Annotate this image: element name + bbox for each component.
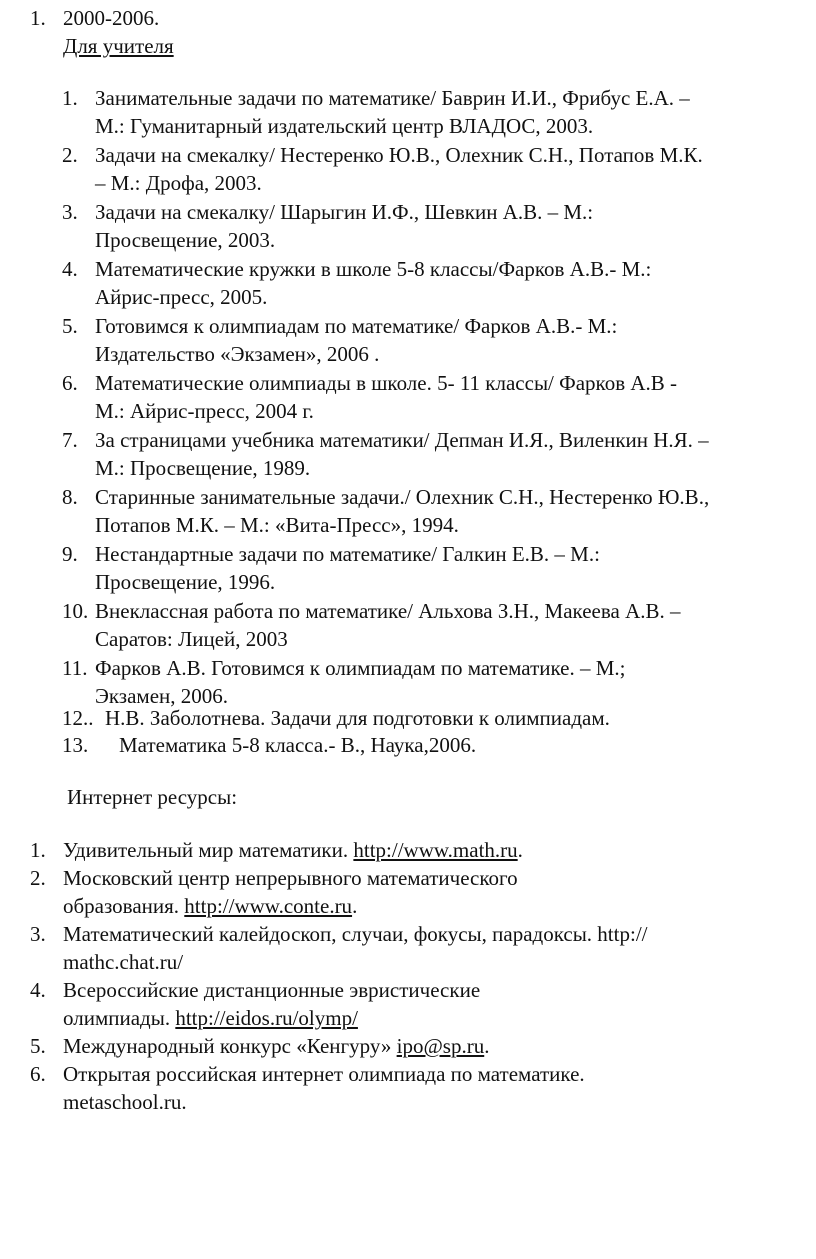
list-item-line: М.: Гуманитарный издательский центр ВЛАДОС, 2003. — [95, 114, 594, 138]
list-item-line — [30, 864, 800, 892]
list-item-line: Фарков А.В. Готовимся к олимпиадам по математике. – М.; — [95, 656, 626, 680]
list-item-line: Математика 5-8 класса.- В., Наука,2006. — [119, 733, 477, 757]
list-number: 8. — [62, 485, 78, 509]
list-number: 2. — [30, 866, 46, 890]
list-item-line: Айрис-пресс, 2005. — [95, 285, 268, 309]
list-item-line: Занимательные задачи по математике/ Баврин И.И., Фрибус Е.А. – — [95, 86, 690, 110]
list-item-line: За страницами учебника математики/ Депман И.Я., Виленкин Н.Я. – — [95, 428, 709, 452]
list-item-line: Саратов: Лицей, 2003 — [95, 627, 288, 651]
list-item-line: Издательство «Экзамен», 2006 . — [95, 342, 380, 366]
resource-link[interactable]: http://www.math.ru — [353, 838, 518, 862]
list-item — [30, 1032, 800, 1060]
year-range-text: 2000-2006. — [63, 6, 160, 30]
list-number: 1. — [30, 6, 46, 30]
list-item-line: М.: Айрис-пресс, 2004 г. — [95, 399, 314, 423]
list-number: 10. — [62, 599, 89, 623]
list-item-line: metaschool.ru. — [63, 1090, 187, 1114]
list-item-line — [30, 976, 800, 1004]
list-item-line: – М.: Дрофа, 2003. — [95, 171, 262, 195]
list-item-line: Задачи на смекалку/ Шарыгин И.Ф., Шевкин А.В. – М.: — [95, 200, 594, 224]
list-item — [62, 731, 812, 759]
list-item-line: Задачи на смекалку/ Нестеренко Ю.В., Олехник С.Н., Потапов М.К. — [95, 143, 703, 167]
list-item-line: Математические олимпиады в школе. 5- 11 классы/ Фарков А.В - — [95, 371, 678, 395]
list-item — [62, 654, 812, 710]
resource-link[interactable]: http://www.conte.ru — [184, 894, 353, 918]
resource-text: олимпиады. — [63, 1006, 176, 1030]
list-number: 13. — [62, 733, 89, 757]
list-number: 11. — [62, 656, 88, 680]
list-number: 5. — [62, 314, 78, 338]
resource-text: Международный конкурс «Кенгуру» — [63, 1034, 397, 1058]
list-item — [62, 141, 812, 197]
list-item-line — [30, 1032, 800, 1060]
list-number: 12.. — [62, 706, 94, 730]
list-item-line: Математический калейдоскоп, случаи, фокусы, парадоксы. http:// — [63, 922, 648, 946]
list-item — [62, 369, 812, 425]
list-item-line: mathc.chat.ru/ — [63, 950, 184, 974]
list-number: 4. — [62, 257, 78, 281]
list-item — [62, 704, 812, 732]
list-item — [62, 198, 812, 254]
list-item-line: М.: Просвещение, 1989. — [95, 456, 311, 480]
list-item — [62, 255, 812, 311]
resource-punctuation: . — [484, 1034, 490, 1058]
list-item-line — [30, 892, 800, 920]
list-item-line: Готовимся к олимпиадам по математике/ Фарков А.В.- М.: — [95, 314, 618, 338]
list-item-line: Потапов М.К. – М.: «Вита-Пресс», 1994. — [95, 513, 459, 537]
resource-punctuation: . — [352, 894, 358, 918]
list-number: 9. — [62, 542, 78, 566]
list-number: 1. — [30, 838, 46, 862]
list-number: 7. — [62, 428, 78, 452]
list-item-line — [30, 836, 800, 864]
list-item — [30, 836, 800, 864]
list-item-line: Старинные занимательные задачи./ Олехник С.Н., Нестеренко Ю.В., — [95, 485, 710, 509]
list-number: 4. — [30, 978, 46, 1002]
list-number: 3. — [62, 200, 78, 224]
list-item — [62, 483, 812, 539]
list-item — [62, 312, 812, 368]
list-item — [30, 976, 800, 1032]
resource-text: образования. — [63, 894, 185, 918]
list-number: 3. — [30, 922, 46, 946]
list-item-line: Н.В. Заболотнева. Задачи для подготовки к олимпиадам. — [105, 706, 610, 730]
list-item-line: Нестандартные задачи по математике/ Галкин Е.В. – М.: — [95, 542, 600, 566]
list-item-line: Экзамен, 2006. — [95, 684, 229, 708]
list-item-line: Внеклассная работа по математике/ Альхова З.Н., Макеева А.В. – — [95, 599, 681, 623]
resource-email-link[interactable]: ipo@sp.ru — [396, 1034, 485, 1058]
internet-resources-heading: Интернет ресурсы: — [67, 785, 238, 809]
list-number: 1. — [62, 86, 78, 110]
list-item-line: Математические кружки в школе 5-8 классы/Фарков А.В.- М.: — [95, 257, 652, 281]
resource-text: Удивительный мир математики. — [63, 838, 354, 862]
list-number: 6. — [30, 1062, 46, 1086]
list-item — [62, 84, 812, 140]
resource-text: Всероссийские дистанционные эвристические — [63, 978, 481, 1002]
list-item-line: Просвещение, 2003. — [95, 228, 276, 252]
list-number: 2. — [62, 143, 78, 167]
list-item — [62, 540, 812, 596]
list-item — [30, 1060, 800, 1116]
resource-punctuation: . — [517, 838, 523, 862]
resource-link[interactable]: http://eidos.ru/olymp/ — [175, 1006, 358, 1030]
list-item — [62, 426, 812, 482]
list-item-line — [30, 1004, 800, 1032]
top-list-item — [30, 4, 790, 60]
list-item-line: Открытая российская интернет олимпиада по математике. — [63, 1062, 585, 1086]
resource-text: Московский центр непрерывного математического — [63, 866, 518, 890]
teacher-subheading: Для учителя — [63, 34, 174, 58]
list-item — [62, 597, 812, 653]
list-item — [30, 920, 800, 976]
list-number: 5. — [30, 1034, 46, 1058]
list-number: 6. — [62, 371, 78, 395]
list-item-line: Просвещение, 1996. — [95, 570, 276, 594]
list-item — [30, 864, 800, 920]
